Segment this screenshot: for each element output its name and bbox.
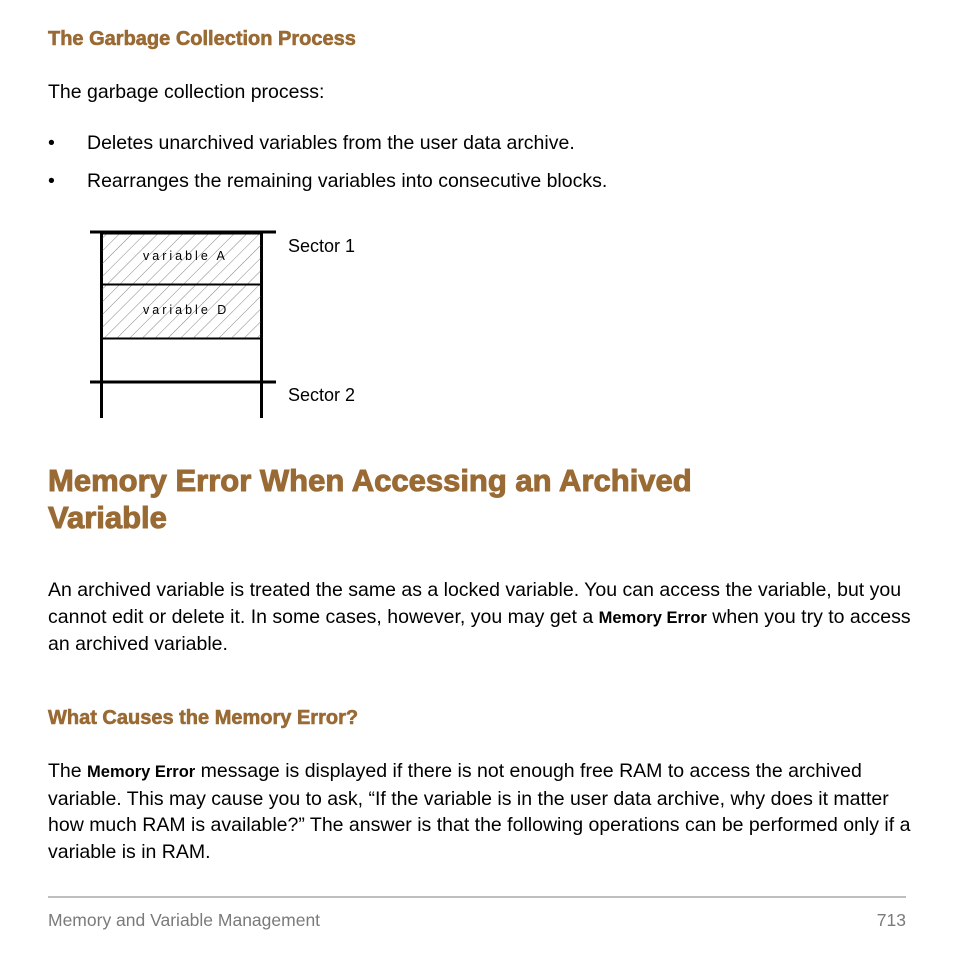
variable-d-label: variable D bbox=[143, 303, 230, 317]
heading-line-2: Variable bbox=[48, 500, 167, 535]
para-text: An archived variable is treated the same as a locked variable. You can access the variable, but you cannot edit or delete it. In some cases, however, you may get a bbox=[48, 579, 902, 628]
section-heading-memory-error bbox=[48, 462, 908, 536]
bullet-marker: • bbox=[48, 132, 55, 154]
sector1-label: Sector 1 bbox=[288, 236, 356, 256]
sector2-label: Sector 2 bbox=[288, 385, 356, 405]
archived-variable-paragraph bbox=[48, 577, 918, 658]
para-text: The bbox=[48, 760, 88, 782]
section-heading-garbage-collection: The Garbage Collection Process bbox=[48, 28, 356, 50]
footer-divider bbox=[48, 896, 906, 898]
intro-paragraph: The garbage collection process: bbox=[48, 81, 325, 103]
para-text: message is displayed if there is not enough free RAM to access the archived variable. This may cause you to ask, “If the variable is in the user data archive, why does it matter how much RAM is available?” The answer is that the following operations can be performed only if a variable is in RAM. bbox=[48, 760, 911, 863]
memory-error-cause-paragraph bbox=[48, 758, 918, 865]
bullet-item-2: Rearranges the remaining variables into consecutive blocks. bbox=[87, 170, 608, 192]
footer-title: Memory and Variable Management bbox=[48, 910, 321, 930]
memory-error-keyword: Memory Error bbox=[87, 763, 196, 781]
para-text: when you try to access an archived variable. bbox=[48, 605, 911, 655]
bullet-marker: • bbox=[48, 170, 55, 192]
heading-line-1: Memory Error When Accessing an Archived bbox=[48, 463, 692, 498]
memory-error-keyword: Memory Error bbox=[598, 608, 707, 627]
variable-a-label: variable A bbox=[143, 249, 228, 263]
section-heading-what-causes: What Causes the Memory Error? bbox=[48, 707, 359, 729]
page-number: 713 bbox=[876, 910, 906, 930]
bullet-item-1: Deletes unarchived variables from the user data archive. bbox=[87, 132, 575, 154]
